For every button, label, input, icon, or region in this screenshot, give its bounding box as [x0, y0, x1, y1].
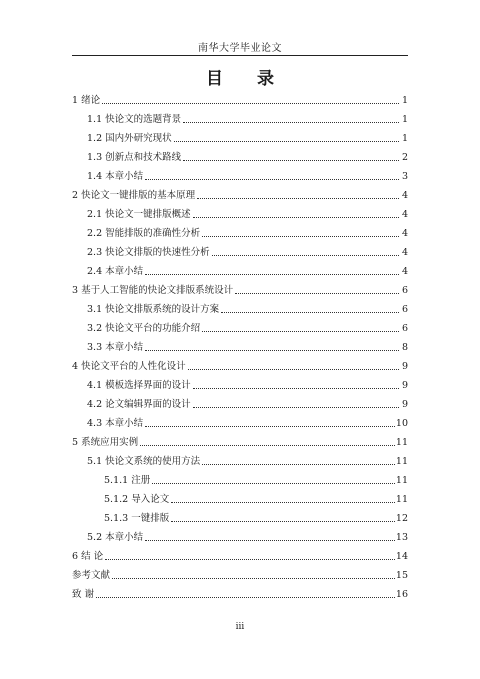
- toc-entry-label: 2.2 智能排版的准确性分析: [87, 228, 201, 239]
- toc-entry-label: 4.3 本章小结: [87, 418, 144, 429]
- table-of-contents: [72, 88, 408, 601]
- toc-entry-label: 2.4 本章小结: [87, 266, 144, 277]
- toc-entry-page: 6: [401, 304, 408, 315]
- toc-entry[interactable]: [72, 202, 408, 221]
- toc-entry-page: 11: [395, 494, 408, 505]
- dot-leader: [145, 426, 395, 427]
- dot-leader: [112, 578, 395, 579]
- toc-entry[interactable]: [72, 259, 408, 278]
- toc-entry-label: 3.2 快论文平台的功能介绍: [87, 323, 201, 334]
- toc-entry-label: 1.4 本章小结: [87, 171, 144, 182]
- toc-entry-page: 9: [401, 380, 408, 391]
- toc-entry-page: 8: [401, 342, 408, 353]
- dot-leader: [202, 331, 399, 332]
- toc-entry-page: 3: [401, 171, 408, 182]
- dot-leader: [152, 483, 395, 484]
- toc-entry-page: 14: [395, 551, 408, 562]
- toc-entry-page: 13: [395, 532, 408, 543]
- dot-leader: [193, 388, 399, 389]
- dot-leader: [202, 464, 395, 465]
- dot-leader: [188, 369, 399, 370]
- toc-entry-page: 15: [395, 570, 408, 581]
- dot-leader: [174, 141, 399, 142]
- toc-title: 目 录: [206, 69, 288, 89]
- toc-entry[interactable]: [72, 316, 408, 335]
- toc-entry[interactable]: [72, 373, 408, 392]
- toc-entry[interactable]: [72, 411, 408, 430]
- toc-entry-label: 1.3 创新点和技术路线: [87, 152, 182, 163]
- dot-leader: [235, 293, 399, 294]
- dot-leader: [202, 236, 399, 237]
- dot-leader: [105, 559, 395, 560]
- toc-entry-label: 5.1.1 注册: [104, 475, 151, 486]
- header-rule: [72, 55, 408, 56]
- dot-leader: [183, 160, 399, 161]
- toc-entry[interactable]: [72, 354, 408, 373]
- toc-entry-page: 12: [395, 513, 408, 524]
- toc-entry[interactable]: [72, 544, 408, 563]
- toc-entry-label: 5.1.3 一键排版: [104, 513, 170, 524]
- toc-entry-label: 3 基于人工智能的快论文排版系统设计: [72, 285, 234, 296]
- toc-entry-page: 6: [401, 285, 408, 296]
- dot-leader: [193, 407, 399, 408]
- toc-entry-page: 4: [401, 247, 408, 258]
- toc-entry[interactable]: [72, 430, 408, 449]
- toc-entry-label: 5.1.2 导入论文: [104, 494, 170, 505]
- dot-leader: [212, 255, 399, 256]
- toc-entry[interactable]: [72, 487, 408, 506]
- toc-entry-label: 2.3 快论文排版的快速性分析: [87, 247, 210, 258]
- toc-entry-page: 1: [401, 133, 408, 144]
- toc-entry[interactable]: [72, 145, 408, 164]
- toc-entry-page: 16: [395, 589, 408, 600]
- toc-entry[interactable]: [72, 506, 408, 525]
- toc-entry-label: 2 快论文一键排版的基本原理: [72, 190, 196, 201]
- toc-entry-label: 3.3 本章小结: [87, 342, 144, 353]
- toc-entry-label: 4.1 模板选择界面的设计: [87, 380, 191, 391]
- toc-entry-page: 6: [401, 323, 408, 334]
- toc-entry[interactable]: [72, 278, 408, 297]
- toc-entry[interactable]: [72, 392, 408, 411]
- toc-entry-label: 1 绪论: [72, 95, 101, 106]
- toc-entry-page: 10: [395, 418, 408, 429]
- dot-leader: [140, 445, 395, 446]
- toc-entry-label: 参考文献: [72, 570, 111, 581]
- running-header: 南华大学毕业论文: [198, 43, 282, 54]
- toc-entry-page: 1: [401, 114, 408, 125]
- toc-entry[interactable]: [72, 297, 408, 316]
- toc-entry-label: 5 系统应用实例: [72, 437, 139, 448]
- toc-entry-label: 1.1 快论文的选题背景: [87, 114, 182, 125]
- dot-leader: [221, 312, 399, 313]
- toc-entry[interactable]: [72, 582, 408, 601]
- toc-entry-page: 4: [401, 266, 408, 277]
- toc-entry-label: 3.1 快论文排版系统的设计方案: [87, 304, 220, 315]
- toc-entry-page: 4: [401, 190, 408, 201]
- toc-entry-page: 1: [401, 95, 408, 106]
- toc-entry-page: 4: [401, 209, 408, 220]
- toc-entry[interactable]: [72, 107, 408, 126]
- dot-leader: [197, 198, 399, 199]
- toc-entry-page: 4: [401, 228, 408, 239]
- dot-leader: [102, 103, 399, 104]
- toc-entry-label: 1.2 国内外研究现状: [87, 133, 172, 144]
- toc-entry-page: 11: [395, 475, 408, 486]
- toc-entry[interactable]: [72, 88, 408, 107]
- toc-entry[interactable]: [72, 126, 408, 145]
- dot-leader: [171, 521, 395, 522]
- toc-entry-label: 4 快论文平台的人性化设计: [72, 361, 186, 372]
- toc-entry-label: 致 谢: [72, 589, 95, 600]
- toc-entry-label: 4.2 论文编辑界面的设计: [87, 399, 191, 410]
- dot-leader: [96, 597, 395, 598]
- dot-leader: [145, 179, 399, 180]
- dot-leader: [183, 122, 399, 123]
- toc-entry-label: 5.1 快论文系统的使用方法: [87, 456, 201, 467]
- toc-entry-label: 6 结 论: [72, 551, 104, 562]
- toc-entry[interactable]: [72, 468, 408, 487]
- page-number: iii: [235, 622, 245, 632]
- toc-entry[interactable]: [72, 183, 408, 202]
- toc-entry[interactable]: [72, 240, 408, 259]
- toc-entry[interactable]: [72, 563, 408, 582]
- dot-leader: [171, 502, 395, 503]
- toc-entry-page: 9: [401, 399, 408, 410]
- toc-entry-page: 11: [395, 456, 408, 467]
- toc-entry[interactable]: [72, 525, 408, 544]
- toc-entry-page: 11: [395, 437, 408, 448]
- dot-leader: [145, 540, 395, 541]
- toc-entry[interactable]: [72, 449, 408, 468]
- toc-entry[interactable]: [72, 335, 408, 354]
- toc-entry-label: 2.1 快论文一键排版概述: [87, 209, 191, 220]
- toc-entry[interactable]: [72, 164, 408, 183]
- toc-entry-page: 9: [401, 361, 408, 372]
- toc-entry[interactable]: [72, 221, 408, 240]
- dot-leader: [193, 217, 399, 218]
- dot-leader: [145, 274, 399, 275]
- dot-leader: [145, 350, 399, 351]
- toc-entry-page: 2: [401, 152, 408, 163]
- toc-entry-label: 5.2 本章小结: [87, 532, 144, 543]
